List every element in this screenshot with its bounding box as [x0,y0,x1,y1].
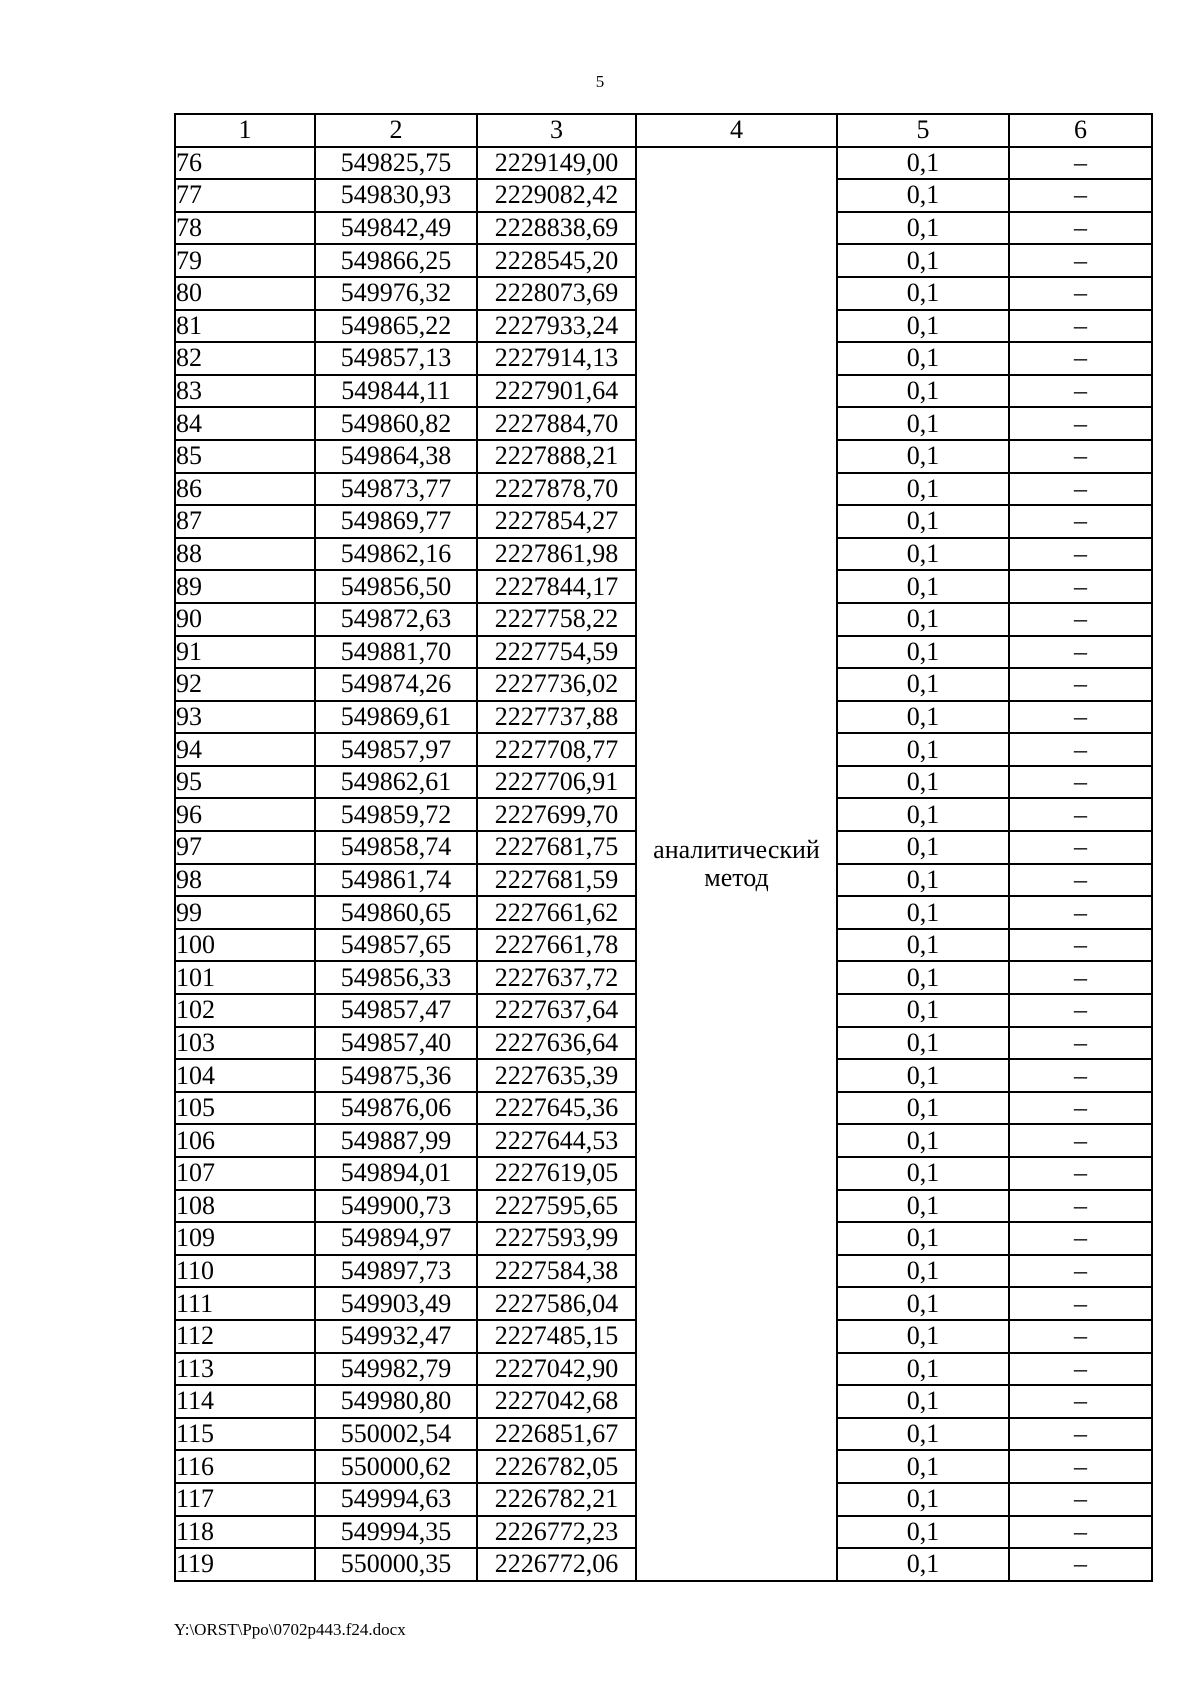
accuracy-cell: 0,1 [837,212,1009,245]
x-coordinate-cell: 549842,49 [315,212,477,245]
x-coordinate-cell: 549857,97 [315,733,477,766]
accuracy-cell: 0,1 [837,603,1009,636]
remark-cell: – [1009,831,1152,864]
accuracy-cell: 0,1 [837,733,1009,766]
point-number-cell: 114 [175,1385,315,1418]
accuracy-cell: 0,1 [837,1027,1009,1060]
y-coordinate-cell: 2227595,65 [477,1190,636,1223]
remark-cell: – [1009,147,1152,180]
point-number-cell: 86 [175,473,315,506]
header-col-1: 1 [175,114,315,147]
y-coordinate-cell: 2227884,70 [477,407,636,440]
method-cell: аналитический метод [636,147,837,1581]
remark-cell: – [1009,1222,1152,1255]
y-coordinate-cell: 2227644,53 [477,1124,636,1157]
remark-cell: – [1009,603,1152,636]
x-coordinate-cell: 549859,72 [315,798,477,831]
point-number-cell: 93 [175,701,315,734]
remark-cell: – [1009,668,1152,701]
remark-cell: – [1009,342,1152,375]
accuracy-cell: 0,1 [837,1548,1009,1581]
accuracy-cell: 0,1 [837,798,1009,831]
point-number-cell: 109 [175,1222,315,1255]
point-number-cell: 105 [175,1092,315,1125]
accuracy-cell: 0,1 [837,864,1009,897]
remark-cell: – [1009,1385,1152,1418]
remark-cell: – [1009,212,1152,245]
accuracy-cell: 0,1 [837,1190,1009,1223]
x-coordinate-cell: 549876,06 [315,1092,477,1125]
point-number-cell: 95 [175,766,315,799]
y-coordinate-cell: 2227586,04 [477,1287,636,1320]
accuracy-cell: 0,1 [837,277,1009,310]
point-number-cell: 117 [175,1483,315,1516]
x-coordinate-cell: 549875,36 [315,1059,477,1092]
y-coordinate-cell: 2228545,20 [477,244,636,277]
accuracy-cell: 0,1 [837,1124,1009,1157]
point-number-cell: 92 [175,668,315,701]
point-number-cell: 91 [175,636,315,669]
remark-cell: – [1009,244,1152,277]
point-number-cell: 83 [175,375,315,408]
y-coordinate-cell: 2227878,70 [477,473,636,506]
y-coordinate-cell: 2227645,36 [477,1092,636,1125]
y-coordinate-cell: 2227737,88 [477,701,636,734]
x-coordinate-cell: 549860,65 [315,896,477,929]
y-coordinate-cell: 2227637,72 [477,961,636,994]
x-coordinate-cell: 549982,79 [315,1353,477,1386]
accuracy-cell: 0,1 [837,701,1009,734]
y-coordinate-cell: 2226772,06 [477,1548,636,1581]
point-number-cell: 100 [175,929,315,962]
remark-cell: – [1009,473,1152,506]
accuracy-cell: 0,1 [837,1483,1009,1516]
remark-cell: – [1009,701,1152,734]
point-number-cell: 115 [175,1418,315,1451]
accuracy-cell: 0,1 [837,636,1009,669]
x-coordinate-cell: 549900,73 [315,1190,477,1223]
x-coordinate-cell: 549856,50 [315,570,477,603]
x-coordinate-cell: 549857,65 [315,929,477,962]
y-coordinate-cell: 2227854,27 [477,505,636,538]
x-coordinate-cell: 549869,61 [315,701,477,734]
point-number-cell: 103 [175,1027,315,1060]
x-coordinate-cell: 549866,25 [315,244,477,277]
point-number-cell: 84 [175,407,315,440]
point-number-cell: 101 [175,961,315,994]
x-coordinate-cell: 549857,13 [315,342,477,375]
remark-cell: – [1009,1157,1152,1190]
remark-cell: – [1009,407,1152,440]
remark-cell: – [1009,1059,1152,1092]
point-number-cell: 78 [175,212,315,245]
x-coordinate-cell: 549994,35 [315,1516,477,1549]
x-coordinate-cell: 549858,74 [315,831,477,864]
x-coordinate-cell: 549830,93 [315,179,477,212]
point-number-cell: 110 [175,1255,315,1288]
accuracy-cell: 0,1 [837,147,1009,180]
remark-cell: – [1009,864,1152,897]
x-coordinate-cell: 549856,33 [315,961,477,994]
point-number-cell: 77 [175,179,315,212]
accuracy-cell: 0,1 [837,1059,1009,1092]
remark-cell: – [1009,375,1152,408]
remark-cell: – [1009,896,1152,929]
remark-cell: – [1009,1483,1152,1516]
accuracy-cell: 0,1 [837,538,1009,571]
point-number-cell: 98 [175,864,315,897]
y-coordinate-cell: 2227042,90 [477,1353,636,1386]
x-coordinate-cell: 549865,22 [315,310,477,343]
y-coordinate-cell: 2227901,64 [477,375,636,408]
accuracy-cell: 0,1 [837,505,1009,538]
remark-cell: – [1009,1353,1152,1386]
accuracy-cell: 0,1 [837,831,1009,864]
point-number-cell: 99 [175,896,315,929]
y-coordinate-cell: 2229149,00 [477,147,636,180]
remark-cell: – [1009,1092,1152,1125]
point-number-cell: 76 [175,147,315,180]
y-coordinate-cell: 2228838,69 [477,212,636,245]
remark-cell: – [1009,277,1152,310]
remark-cell: – [1009,1548,1152,1581]
remark-cell: – [1009,1255,1152,1288]
x-coordinate-cell: 550002,54 [315,1418,477,1451]
x-coordinate-cell: 549844,11 [315,375,477,408]
remark-cell: – [1009,961,1152,994]
x-coordinate-cell: 549897,73 [315,1255,477,1288]
header-col-4: 4 [636,114,837,147]
point-number-cell: 106 [175,1124,315,1157]
y-coordinate-cell: 2226851,67 [477,1418,636,1451]
point-number-cell: 96 [175,798,315,831]
point-number-cell: 80 [175,277,315,310]
y-coordinate-cell: 2227584,38 [477,1255,636,1288]
y-coordinate-cell: 2227699,70 [477,798,636,831]
y-coordinate-cell: 2227681,75 [477,831,636,864]
accuracy-cell: 0,1 [837,375,1009,408]
accuracy-cell: 0,1 [837,668,1009,701]
point-number-cell: 118 [175,1516,315,1549]
accuracy-cell: 0,1 [837,961,1009,994]
remark-cell: – [1009,505,1152,538]
point-number-cell: 108 [175,1190,315,1223]
x-coordinate-cell: 549857,40 [315,1027,477,1060]
accuracy-cell: 0,1 [837,1418,1009,1451]
header-col-5: 5 [837,114,1009,147]
x-coordinate-cell: 549872,63 [315,603,477,636]
point-number-cell: 85 [175,440,315,473]
accuracy-cell: 0,1 [837,1287,1009,1320]
x-coordinate-cell: 549894,01 [315,1157,477,1190]
remark-cell: – [1009,636,1152,669]
point-number-cell: 113 [175,1353,315,1386]
header-col-2: 2 [315,114,477,147]
footer-file-path: Y:\ORST\Ppo\0702p443.f24.docx [174,1620,406,1639]
x-coordinate-cell: 549860,82 [315,407,477,440]
remark-cell: – [1009,179,1152,212]
accuracy-cell: 0,1 [837,896,1009,929]
point-number-cell: 82 [175,342,315,375]
accuracy-cell: 0,1 [837,929,1009,962]
y-coordinate-cell: 2226782,05 [477,1450,636,1483]
remark-cell: – [1009,994,1152,1027]
remark-cell: – [1009,1027,1152,1060]
accuracy-cell: 0,1 [837,1450,1009,1483]
remark-cell: – [1009,310,1152,343]
y-coordinate-cell: 2227042,68 [477,1385,636,1418]
remark-cell: – [1009,570,1152,603]
remark-cell: – [1009,440,1152,473]
y-coordinate-cell: 2227914,13 [477,342,636,375]
accuracy-cell: 0,1 [837,1222,1009,1255]
remark-cell: – [1009,798,1152,831]
x-coordinate-cell: 549864,38 [315,440,477,473]
accuracy-cell: 0,1 [837,310,1009,343]
y-coordinate-cell: 2227637,64 [477,994,636,1027]
accuracy-cell: 0,1 [837,994,1009,1027]
remark-cell: – [1009,538,1152,571]
remark-cell: – [1009,1124,1152,1157]
remark-cell: – [1009,1287,1152,1320]
accuracy-cell: 0,1 [837,342,1009,375]
x-coordinate-cell: 549980,80 [315,1385,477,1418]
accuracy-cell: 0,1 [837,473,1009,506]
point-number-cell: 81 [175,310,315,343]
accuracy-cell: 0,1 [837,1353,1009,1386]
table-body [175,147,1152,1581]
y-coordinate-cell: 2227636,64 [477,1027,636,1060]
accuracy-cell: 0,1 [837,440,1009,473]
accuracy-cell: 0,1 [837,244,1009,277]
point-number-cell: 112 [175,1320,315,1353]
x-coordinate-cell: 549932,47 [315,1320,477,1353]
x-coordinate-cell: 549825,75 [315,147,477,180]
y-coordinate-cell: 2228073,69 [477,277,636,310]
page-number: 5 [595,72,605,91]
accuracy-cell: 0,1 [837,570,1009,603]
x-coordinate-cell: 550000,35 [315,1548,477,1581]
point-number-cell: 97 [175,831,315,864]
accuracy-cell: 0,1 [837,1385,1009,1418]
y-coordinate-cell: 2226782,21 [477,1483,636,1516]
x-coordinate-cell: 550000,62 [315,1450,477,1483]
point-number-cell: 116 [175,1450,315,1483]
y-coordinate-cell: 2227758,22 [477,603,636,636]
y-coordinate-cell: 2227619,05 [477,1157,636,1190]
accuracy-cell: 0,1 [837,1157,1009,1190]
y-coordinate-cell: 2227933,24 [477,310,636,343]
remark-cell: – [1009,1516,1152,1549]
point-number-cell: 79 [175,244,315,277]
y-coordinate-cell: 2227754,59 [477,636,636,669]
y-coordinate-cell: 2227635,39 [477,1059,636,1092]
y-coordinate-cell: 2227844,17 [477,570,636,603]
x-coordinate-cell: 549862,61 [315,766,477,799]
header-row [175,114,1152,147]
x-coordinate-cell: 549861,74 [315,864,477,897]
point-number-cell: 89 [175,570,315,603]
remark-cell: – [1009,929,1152,962]
x-coordinate-cell: 549994,63 [315,1483,477,1516]
remark-cell: – [1009,1418,1152,1451]
x-coordinate-cell: 549881,70 [315,636,477,669]
header-col-3: 3 [477,114,636,147]
y-coordinate-cell: 2227485,15 [477,1320,636,1353]
x-coordinate-cell: 549894,97 [315,1222,477,1255]
remark-cell: – [1009,1320,1152,1353]
accuracy-cell: 0,1 [837,407,1009,440]
remark-cell: – [1009,1450,1152,1483]
point-number-cell: 94 [175,733,315,766]
x-coordinate-cell: 549862,16 [315,538,477,571]
accuracy-cell: 0,1 [837,179,1009,212]
point-number-cell: 102 [175,994,315,1027]
y-coordinate-cell: 2227661,62 [477,896,636,929]
x-coordinate-cell: 549874,26 [315,668,477,701]
y-coordinate-cell: 2229082,42 [477,179,636,212]
y-coordinate-cell: 2227736,02 [477,668,636,701]
remark-cell: – [1009,733,1152,766]
point-number-cell: 119 [175,1548,315,1581]
coordinates-table [174,113,1153,1582]
x-coordinate-cell: 549903,49 [315,1287,477,1320]
x-coordinate-cell: 549976,32 [315,277,477,310]
y-coordinate-cell: 2227708,77 [477,733,636,766]
accuracy-cell: 0,1 [837,766,1009,799]
point-number-cell: 87 [175,505,315,538]
point-number-cell: 88 [175,538,315,571]
accuracy-cell: 0,1 [837,1320,1009,1353]
y-coordinate-cell: 2227681,59 [477,864,636,897]
point-number-cell: 111 [175,1287,315,1320]
remark-cell: – [1009,766,1152,799]
x-coordinate-cell: 549869,77 [315,505,477,538]
remark-cell: – [1009,1190,1152,1223]
accuracy-cell: 0,1 [837,1516,1009,1549]
x-coordinate-cell: 549873,77 [315,473,477,506]
point-number-cell: 107 [175,1157,315,1190]
y-coordinate-cell: 2227706,91 [477,766,636,799]
y-coordinate-cell: 2226772,23 [477,1516,636,1549]
table-row [175,147,1152,180]
y-coordinate-cell: 2227593,99 [477,1222,636,1255]
y-coordinate-cell: 2227861,98 [477,538,636,571]
point-number-cell: 90 [175,603,315,636]
point-number-cell: 104 [175,1059,315,1092]
header-col-6: 6 [1009,114,1152,147]
accuracy-cell: 0,1 [837,1255,1009,1288]
y-coordinate-cell: 2227661,78 [477,929,636,962]
y-coordinate-cell: 2227888,21 [477,440,636,473]
accuracy-cell: 0,1 [837,1092,1009,1125]
table-header [175,114,1152,147]
x-coordinate-cell: 549887,99 [315,1124,477,1157]
x-coordinate-cell: 549857,47 [315,994,477,1027]
